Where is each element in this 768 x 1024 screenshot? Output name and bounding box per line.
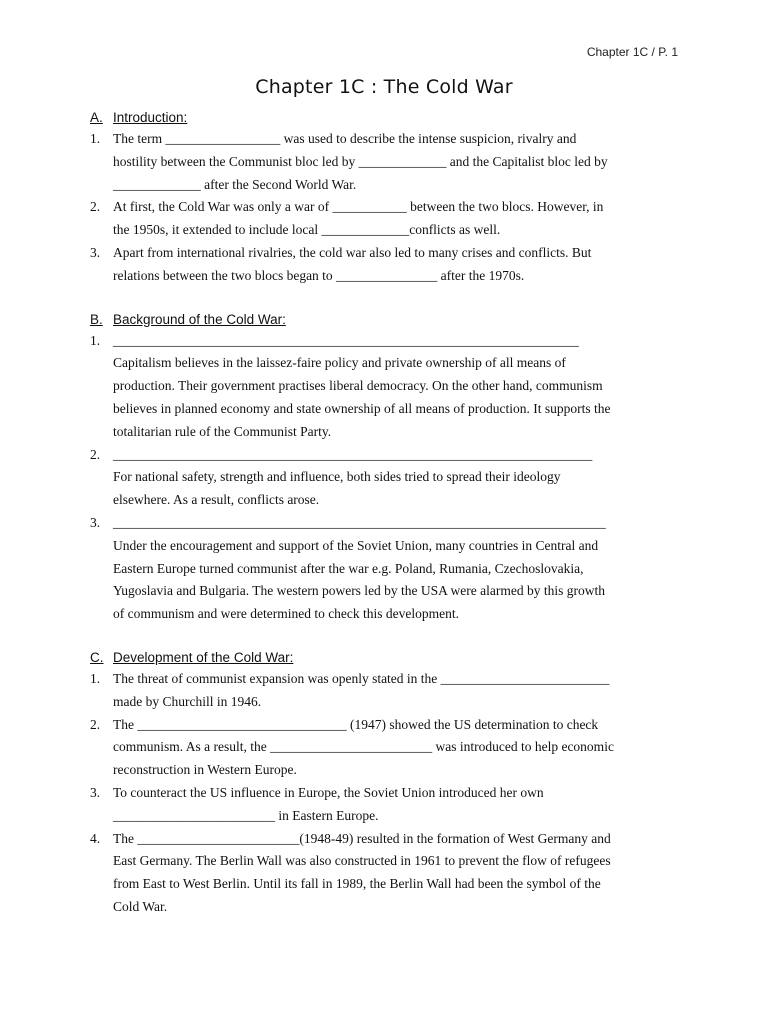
section-heading-introduction (90, 108, 690, 128)
page-label: Chapter 1C / P. 1 (586, 45, 678, 59)
item-line: made by Churchill in 1946. (113, 693, 262, 709)
section-letter: C. (90, 649, 104, 665)
section-spacer (90, 626, 690, 648)
list-item (90, 196, 690, 242)
section-title: Background of the Cold War: (113, 311, 286, 327)
section-heading-background (90, 310, 690, 330)
item-line: For national safety, strength and influence, both sides tried to spread their ideology (113, 469, 561, 485)
item-line: To counteract the US influence in Europe, the Soviet Union introduced her own (113, 784, 544, 800)
item-number: 3. (90, 784, 101, 800)
worksheet-body (90, 108, 690, 919)
item-number: 2. (90, 716, 101, 732)
item-line: The _______________________________ (1947) showed the US determination to check (113, 716, 599, 732)
list-item (90, 128, 690, 196)
item-line: Yugoslavia and Bulgaria. The western powers led by the USA were alarmed by this growth (113, 583, 606, 599)
item-line: _____________ after the Second World War. (113, 176, 357, 192)
item-line: ________________________ in Eastern Europe. (113, 807, 379, 823)
list-item (90, 668, 690, 714)
item-line: elsewhere. As a result, conflicts arose. (113, 492, 320, 508)
item-line: Apart from international rivalries, the cold war also led to many crises and conflicts. But (113, 244, 592, 260)
item-number: 1. (90, 670, 101, 686)
item-line: totalitarian rule of the Communist Party. (113, 423, 332, 439)
answer-blank: _______________________________________________________________________ (113, 446, 593, 462)
item-number: 3. (90, 244, 101, 260)
list-item (90, 782, 690, 828)
item-number: 1. (90, 131, 101, 146)
list-item (90, 828, 690, 919)
item-line: Eastern Europe turned communist after the war e.g. Poland, Rumania, Czechoslovakia, (113, 560, 584, 576)
item-line: The term _________________ was used to describe the intense suspicion, rivalry and (113, 131, 577, 146)
item-line: At first, the Cold War was only a war of ___________ between the two blocs. However, in (113, 199, 604, 215)
item-line: relations between the two blocs began to _______________ after the 1970s. (113, 267, 525, 283)
item-line: The ________________________(1948-49) resulted in the formation of West Germany and (113, 830, 611, 846)
item-line: The threat of communist expansion was openly stated in the _________________________ (113, 670, 610, 686)
list-item (90, 330, 690, 444)
page-title: Chapter 1C : The Cold War (255, 76, 513, 98)
answer-blank: _____________________________________________________________________ (113, 332, 579, 348)
item-line: reconstruction in Western Europe. (113, 762, 297, 778)
list-item (90, 242, 690, 288)
section-letter: A. (90, 110, 103, 125)
item-line: hostility between the Communist bloc led by _____________ and the Capitalist bloc led by (113, 153, 608, 169)
answer-blank: _________________________________________________________________________ (113, 514, 606, 530)
section-heading-development (90, 648, 690, 668)
item-line: communism. As a result, the ________________________ was introduced to help economic (113, 739, 614, 755)
item-number: 1. (90, 332, 101, 348)
item-line: Under the encouragement and support of the Soviet Union, many countries in Central and (113, 537, 599, 553)
item-line: Capitalism believes in the laissez-faire policy and private ownership of all means of (113, 355, 566, 371)
list-item (90, 444, 690, 512)
item-number: 4. (90, 830, 101, 846)
item-line: East Germany. The Berlin Wall was also constructed in 1961 to prevent the flow of refugees (113, 853, 611, 869)
item-number: 2. (90, 446, 101, 462)
item-number: 2. (90, 199, 101, 215)
list-item (90, 714, 690, 782)
item-line: of communism and were determined to check this development. (113, 606, 460, 622)
section-letter: B. (90, 311, 103, 327)
item-line: from East to West Berlin. Until its fall in 1989, the Berlin Wall had been the symbol of the (113, 876, 601, 892)
item-number: 3. (90, 514, 101, 530)
item-line: believes in planned economy and state ownership of all means of production. It supports the (113, 400, 611, 416)
item-line: production. Their government practises liberal democracy. On the other hand, communism (113, 378, 603, 394)
section-spacer (90, 288, 690, 310)
item-line: the 1950s, it extended to include local _____________conflicts as well. (113, 222, 501, 238)
list-item (90, 512, 690, 626)
section-title: Development of the Cold War: (113, 649, 294, 665)
section-title: Introduction: (113, 110, 188, 125)
item-line: Cold War. (113, 898, 168, 914)
